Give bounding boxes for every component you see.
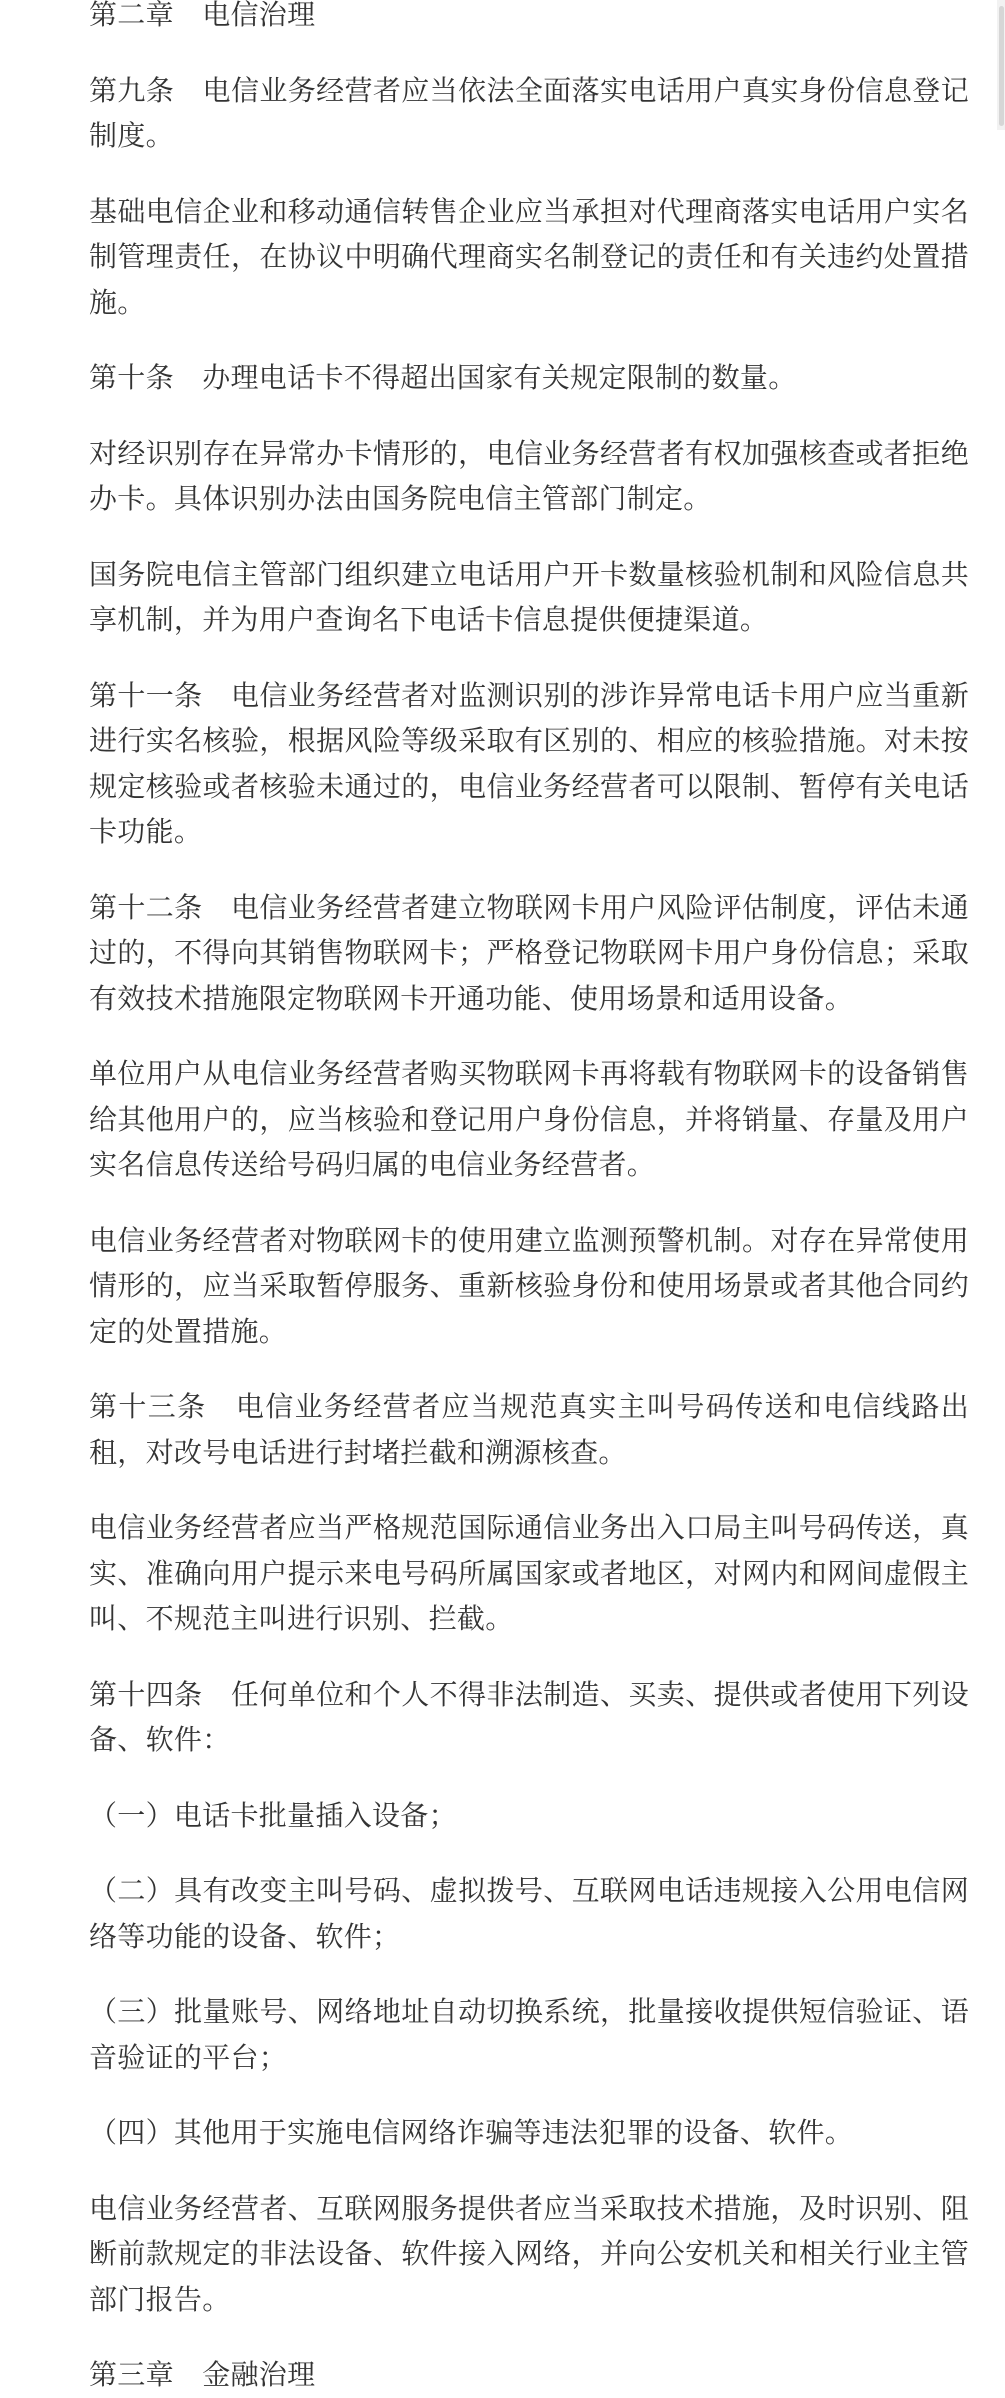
paragraph: 第十条 办理电话卡不得超出国家有关规定限制的数量。 — [89, 361, 797, 394]
paragraph: （四）其他用于实施电信网络诈骗等违法犯罪的设备、软件。 — [89, 2116, 854, 2149]
paragraph: （三）批量账号、网络地址自动切换系统，批量接收提供短信验证、语音验证的平台； — [89, 1995, 969, 2074]
chapter-heading: 第二章 电信治理 — [89, 0, 316, 31]
paragraph: 第十四条 任何单位和个人不得非法制造、买卖、提供或者使用下列设备、软件： — [89, 1677, 969, 1756]
paragraph: 国务院电信主管部门组织建立电话用户开卡数量核验机制和风险信息共享机制，并为用户查询名下电话卡信息提供便捷渠道。 — [89, 557, 969, 636]
paragraph: 对经识别存在异常办卡情形的，电信业务经营者有权加强核查或者拒绝办卡。具体识别办法由国务院电信主管部门制定。 — [89, 436, 969, 515]
next-chapter-heading: 第三章 金融治理 — [89, 2358, 316, 2391]
paragraph: 第九条 电信业务经营者应当依法全面落实电话用户真实身份信息登记制度。 — [89, 73, 969, 152]
paragraph: 第十一条 电信业务经营者对监测识别的涉诈异常电话卡用户应当重新进行实名核验，根据风险等级采取有区别的、相应的核验措施。对未按规定核验或者核验未通过的，电信业务经营者可以限制、暂停有关电话卡功能。 — [89, 678, 969, 848]
paragraph: 第十二条 电信业务经营者建立物联网卡用户风险评估制度，评估未通过的，不得向其销售物联网卡；严格登记物联网卡用户身份信息；采取有效技术措施限定物联网卡开通功能、使用场景和适用设备。 — [89, 890, 969, 1015]
paragraph: 电信业务经营者对物联网卡的使用建立监测预警机制。对存在异常使用情形的，应当采取暂停服务、重新核验身份和使用场景或者其他合同约定的处置措施。 — [89, 1223, 969, 1348]
paragraph: 电信业务经营者、互联网服务提供者应当采取技术措施，及时识别、阻断前款规定的非法设备、软件接入网络，并向公安机关和相关行业主管部门报告。 — [89, 2191, 969, 2316]
paragraph: （一）电话卡批量插入设备； — [89, 1798, 457, 1832]
paragraph: 第十三条 电信业务经营者应当规范真实主叫号码传送和电信线路出租，对改号电话进行封堵拦截和溯源核查。 — [89, 1390, 969, 1469]
scrollbar-thumb[interactable] — [999, 6, 1004, 126]
paragraph: 电信业务经营者应当严格规范国际通信业务出入口局主叫号码传送，真实、准确向用户提示来电号码所属国家或者地区，对网内和网间虚假主叫、不规范主叫进行识别、拦截。 — [89, 1511, 969, 1635]
article-body — [89, 0, 969, 2398]
scrollbar[interactable] — [997, 0, 1005, 130]
paragraph: 单位用户从电信业务经营者购买物联网卡再将载有物联网卡的设备销售给其他用户的，应当核验和登记用户身份信息，并将销量、存量及用户实名信息传送给号码归属的电信业务经营者。 — [89, 1057, 969, 1181]
paragraph: 基础电信企业和移动通信转售企业应当承担对代理商落实电话用户实名制管理责任，在协议中明确代理商实名制登记的责任和有关违约处置措施。 — [89, 194, 969, 319]
paragraph: （二）具有改变主叫号码、虚拟拨号、互联网电话违规接入公用电信网络等功能的设备、软件； — [89, 1874, 969, 1953]
